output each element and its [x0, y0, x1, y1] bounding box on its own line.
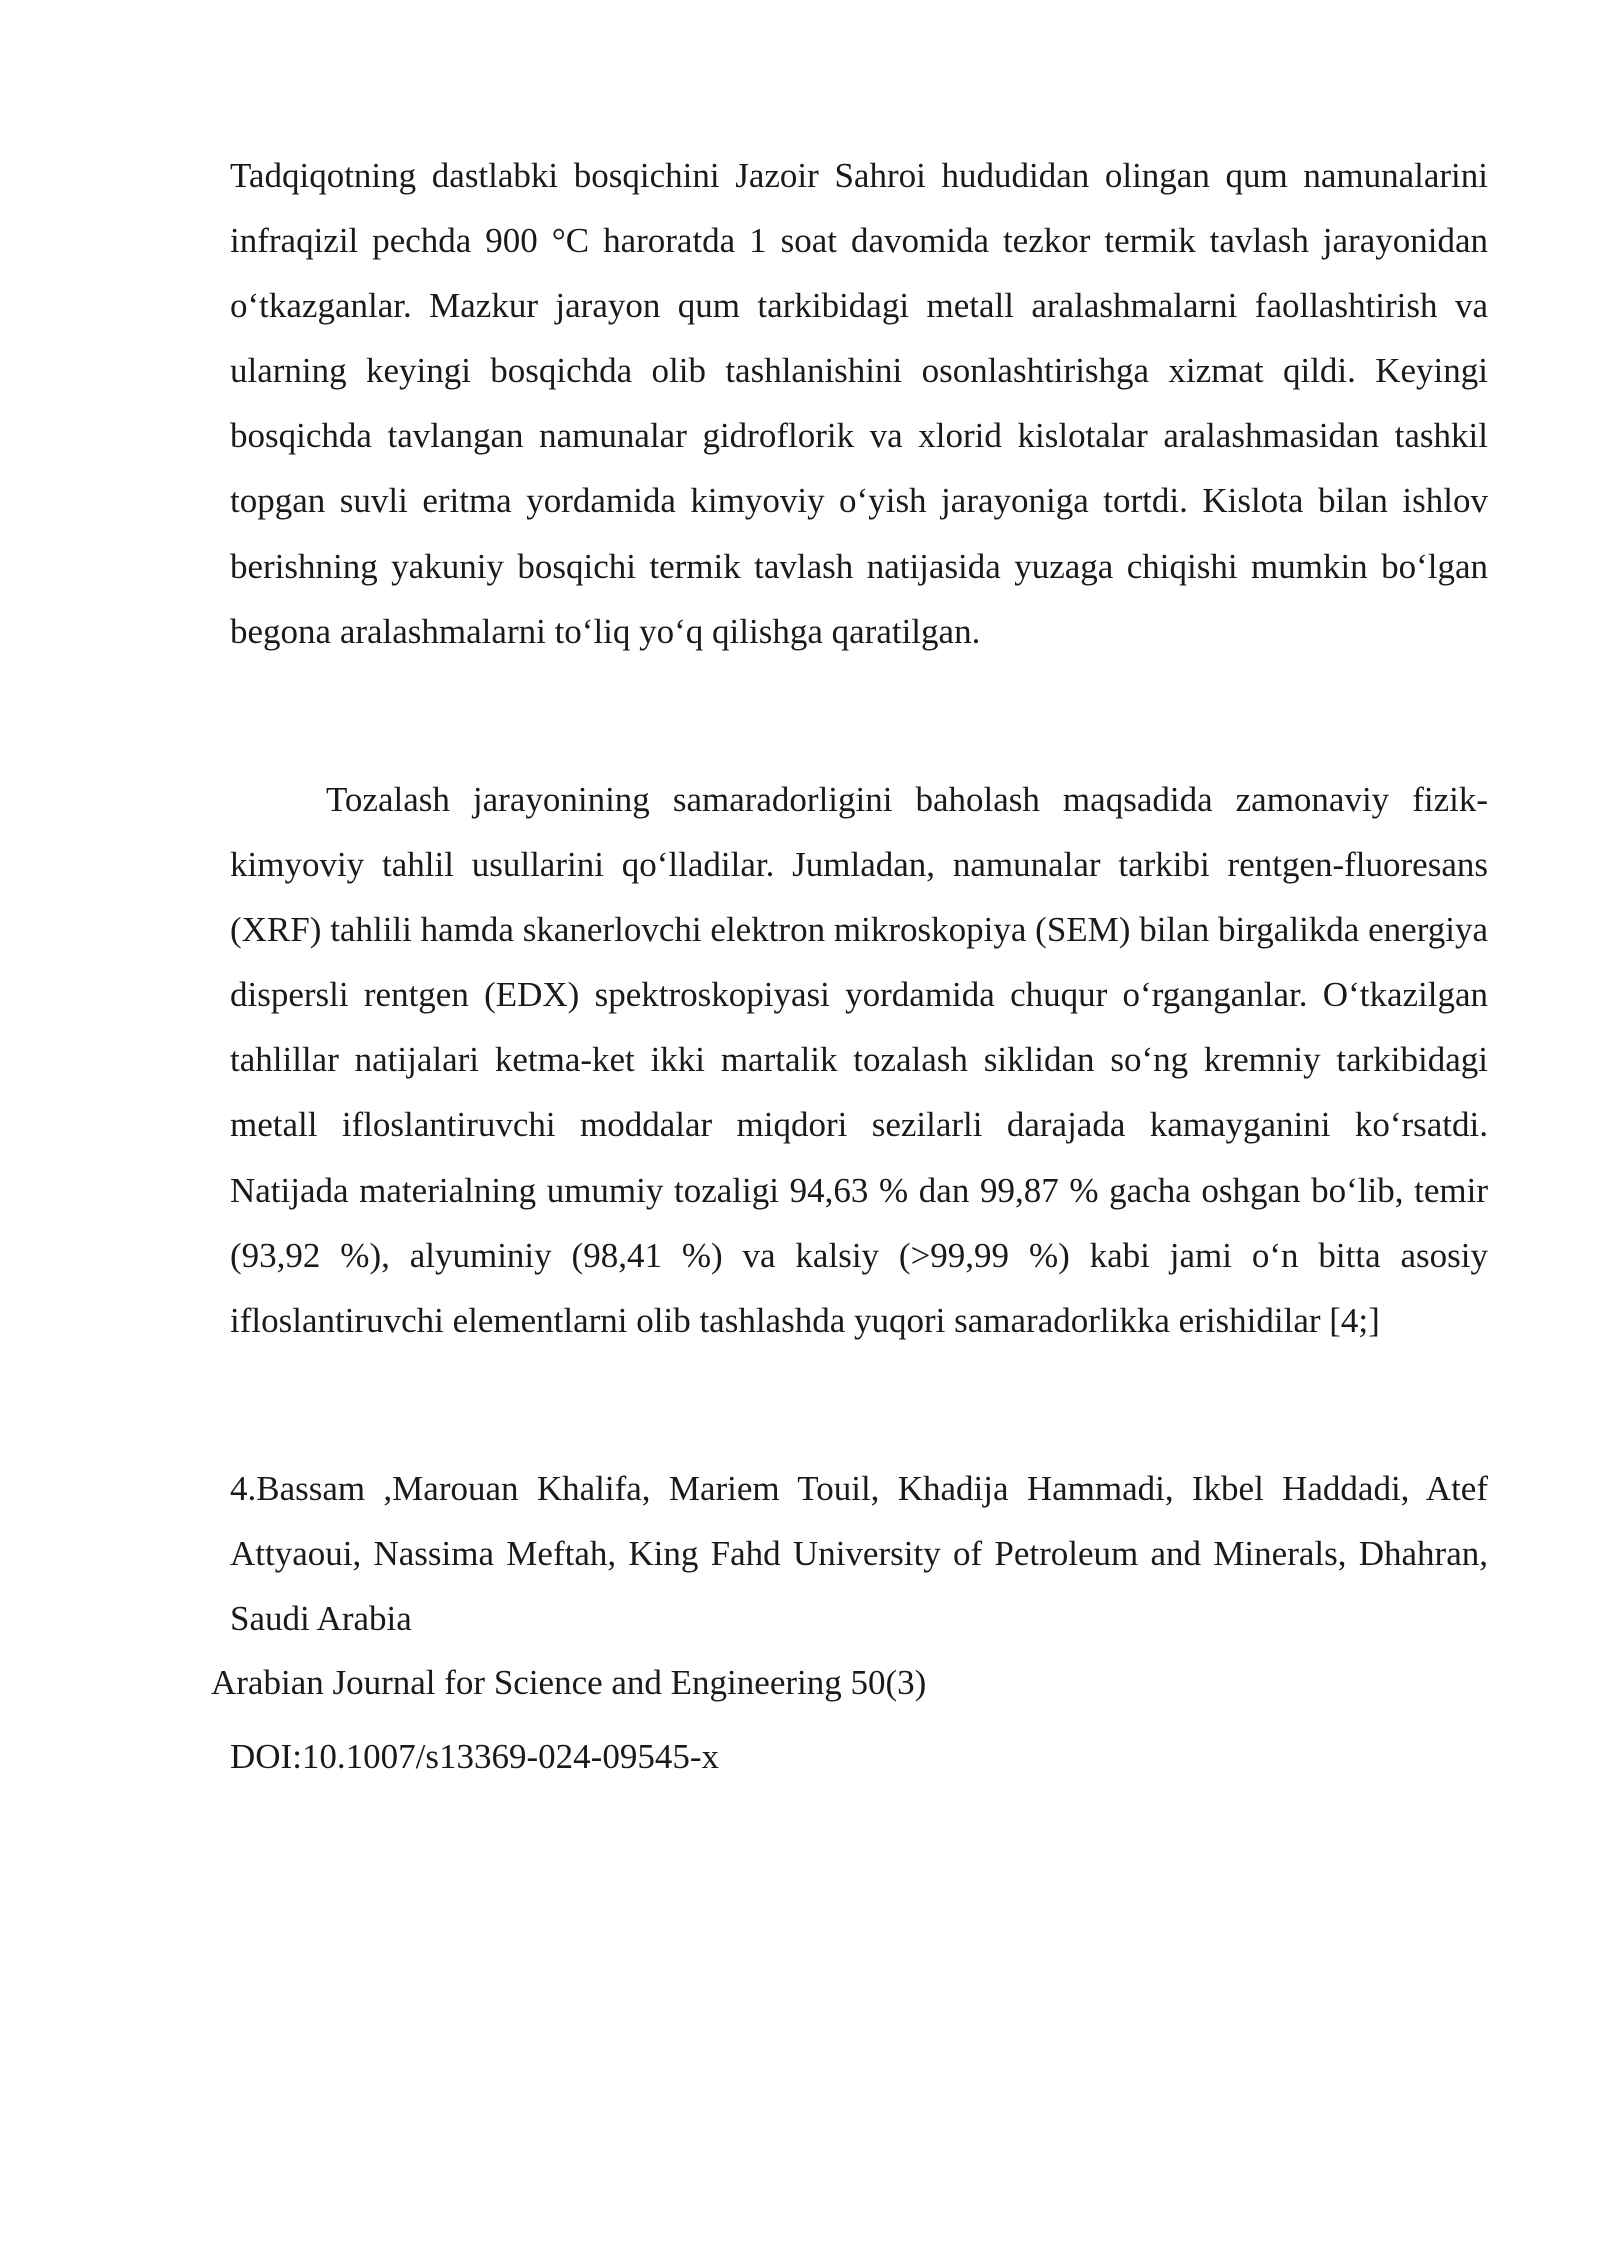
- body-paragraph-1: Tadqiqotning dastlabki bosqichini Jazoir Sahroi hududidan olingan qum namunalarini infraqizil pechda 900 °C haroratda 1 soat davomida tezkor termik tavlash jarayonidan o‘tkazganlar. Mazkur jarayon qum tarkibidagi metall aralashmalarni faollashtirish va ularning keyingi bosqichda olib tashlanishini osonlashtirishga xizmat qildi. Keyingi bosqichda tavlangan namunalar gidroflorik va xlorid kislotalar aralashmasidan tashkil topgan suvli eritma yordamida kimyoviy o‘yish jarayoniga tortdi. Kislota bilan ishlov berishning yakuniy bosqichi termik tavlash natijasida yuzaga chiqishi mumkin bo‘lgan begona aralashmalarni to‘liq yo‘q qilishga qaratilgan.: [230, 156, 1488, 651]
- body-paragraph-2: Tozalash jarayonining samaradorligini baholash maqsadida zamonaviy fizik-kimyoviy tahlil usullarini qo‘lladilar. Jumladan, namunalar tarkibi rentgen-fluoresans (XRF) tahlili hamda skanerlovchi elektron mikroskopiya (SEM) bilan birgalikda energiya dispersli rentgen (EDX) spektroskopiyasi yordamida chuqur o‘rganganlar. O‘tkazilgan tahlillar natijalari ketma-ket ikki martalik tozalash siklidan so‘ng kremniy tarkibidagi metall ifloslantiruvchi moddalar miqdori sezilarli darajada kamayganini ko‘rsatdi. Natijada materialning umumiy tozaligi 94,63 % dan 99,87 % gacha oshgan bo‘lib, temir (93,92 %), alyuminiy (98,41 %) va kalsiy (>99,99 %) kabi jami o‘n bitta asosiy ifloslantiruvchi elementlarni olib tashlashda yuqori samaradorlikka erishidilar [4;]: [230, 780, 1488, 1340]
- reference-doi: DOI:10.1007/s13369-024-09545-x: [230, 1737, 719, 1776]
- reference-authors: 4.Bassam ,Marouan Khalifa, Mariem Touil, Khadija Hammadi, Ikbel Haddadi, Atef Attyaoui, Nassima Meftah, King Fahd University of Petroleum and Minerals, Dhahran, Saudi Arabia: [230, 1469, 1488, 1638]
- reference-journal: Arabian Journal for Science and Engineering 50(3): [211, 1663, 927, 1702]
